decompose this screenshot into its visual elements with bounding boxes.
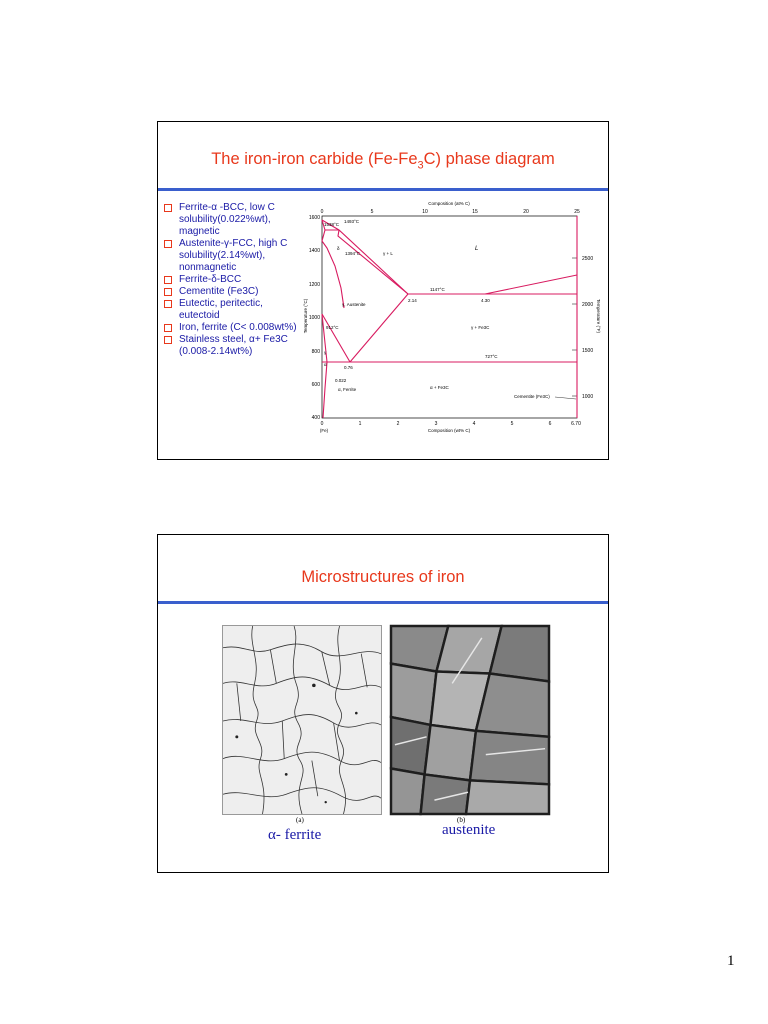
caption-austenite: austenite [442,822,496,838]
top-tick-label: 25 [574,209,580,215]
left-tick-label: 1600 [308,215,320,221]
annotation: α, Ferrite [338,387,357,392]
annotation: α [324,362,327,367]
left-tick-label: 600 [311,382,320,388]
plot-frame [322,216,577,418]
slide-phase-diagram [157,121,609,460]
right-tick-label: 2500 [582,256,594,262]
top-tick-label: 15 [472,209,478,215]
checkbox-icon [164,336,172,344]
bottom-tick-label: 3 [434,421,438,427]
caption-ferrite: α- ferrite [268,827,322,843]
checkbox-icon [164,300,172,308]
list-item: Ferrite-δ-BCC [162,274,300,286]
figure-label-a: (a) [296,816,304,824]
checkbox-icon [164,276,172,284]
top-tick-label: 20 [523,209,529,215]
annotation: 1538°C [324,222,340,227]
title-divider [158,601,608,604]
checkbox-icon [164,204,172,212]
annotation: δ [337,246,340,251]
list-item: Stainless steel, α+ Fe3C (0.008-2.14wt%) [162,334,300,358]
checkbox-icon [164,240,172,248]
phase-diagram [300,198,600,438]
bottom-tick-label: 2 [396,421,400,427]
annotation: 912°C [326,325,339,330]
top-tick-label: 10 [422,209,428,215]
list-item: Cementite (Fe3C) [162,286,300,298]
bottom-tick-label: 6.70 [571,421,581,427]
annotation: 727°C [485,354,498,359]
list-item: Austenite-γ-FCC, high C solubility(2.14%wt), nonmagnetic [162,238,300,274]
list-item: Iron, ferrite (C< 0.008wt%) [162,322,300,334]
right-tick-label: 2000 [582,302,594,308]
bottom-tick-label: 5 [510,421,514,427]
title-divider [158,188,608,191]
delta-gamma-boundary [322,230,325,241]
slide-microstructures [157,534,609,873]
annotation: γ, Austenite [342,302,366,307]
left-tick-label: 1200 [308,282,320,288]
annotation: 1493°C [344,219,360,224]
bottom-tick-label: 6 [548,421,552,427]
liquidus-line [322,220,577,294]
annotation: 0.022 [335,378,347,383]
bottom-tick-label: 4 [472,421,476,427]
annotation: 2.14 [408,298,417,303]
phase-boundaries [322,216,577,418]
checkbox-icon [164,324,172,332]
bottom-origin-label: (Fe) [319,428,329,433]
left-tick-label: 1000 [308,315,320,321]
slide-title: The iron-iron carbide $(Fe-Fe_3C)$ phase diagram [211,150,555,172]
annotation: γ + L [383,251,393,256]
right-tick-label: 1500 [582,348,594,354]
annotation: 0.76 [344,365,353,370]
bullet-list [162,202,300,358]
annotation: γ [324,350,327,355]
austenite-left-boundary [322,241,344,308]
annotation: 1147°C [430,287,445,292]
ferrite-micrograph [222,625,382,815]
page-number: 1 [727,953,735,969]
figure-label-b: (b) [457,816,466,824]
top-tick-label: 5 [370,209,374,215]
left-axis-label: Temperature (°C) [303,298,308,334]
annotation: L [475,246,479,252]
annotation: α + Fe3C [430,385,449,390]
list-item: Eutectic, peritectic, eutectoid [162,298,300,322]
bottom-axis-label: Composition (wt% C) [427,428,471,433]
annotation: 4.30 [481,298,490,303]
list-item: Ferrite-α -BCC, low C solubility(0.022%wt), magnetic [162,202,300,238]
right-tick-label: 1000 [582,394,594,400]
checkbox-icon [164,288,172,296]
annotation: 1394°C [345,251,361,256]
left-tick-label: 400 [311,415,320,421]
top-tick-label: 0 [320,209,324,215]
annotation: Cementite (Fe3C) [514,394,550,399]
left-tick-label: 800 [311,349,320,355]
bottom-tick-label: 1 [358,421,362,427]
annotation: γ + Fe3C [471,325,490,330]
bottom-tick-label: 0 [320,421,324,427]
top-axis-label: Composition (at% C) [428,201,470,206]
left-tick-label: 1400 [308,248,320,254]
slide-title: Microstructures of iron [301,568,465,586]
austenite-micrograph [390,625,550,815]
right-axis-label: Temperature (°F) [596,298,601,334]
